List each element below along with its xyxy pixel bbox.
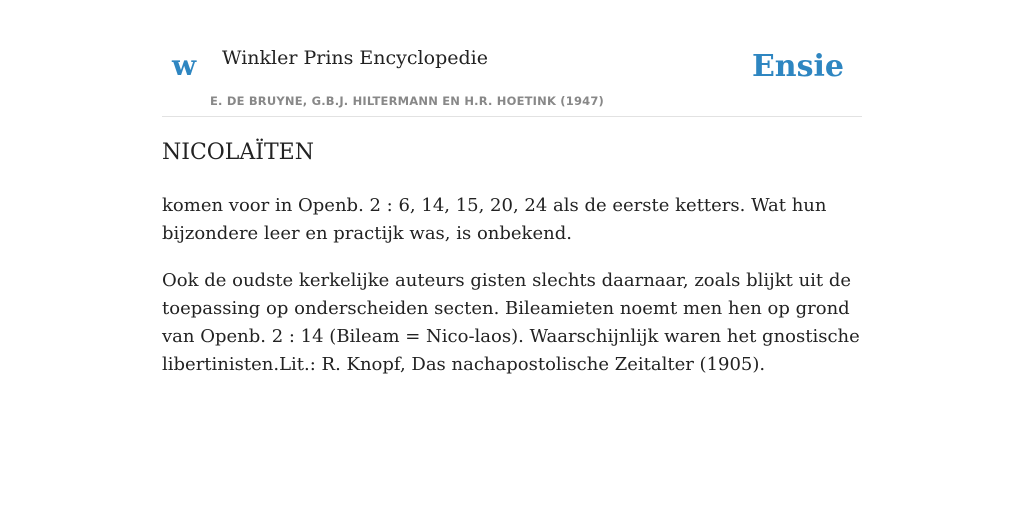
entry-title: NICOLAÏTEN <box>162 140 314 165</box>
encyclopedia-authors: E. DE BRUYNE, G.B.J. HILTERMANN EN H.R. HOETINK (1947) <box>210 94 605 108</box>
winkler-prins-logo-icon[interactable]: w <box>172 49 197 82</box>
entry-body <box>162 192 862 398</box>
entry-paragraph: Ook de oudste kerkelijke auteurs gisten slechts daarnaar, zoals blijkt uit de toepassing op onderscheiden secten. Bileamieten noemt men hen op grond van Openb. 2 : 14 (Bileam = Nico-laos). Waarschijnlijk waren het gnostische libertinisten.Lit.: R. Knopf, Das nachapostolische Zeitalter (1905). <box>162 270 860 375</box>
ensie-brand-link[interactable]: Ensie <box>751 49 844 84</box>
entry-paragraph: komen voor in Openb. 2 : 6, 14, 15, 20, 24 als de eerste ketters. Wat hun bijzondere leer en practijk was, is onbekend. <box>162 195 827 244</box>
encyclopedia-header <box>162 40 862 117</box>
encyclopedia-title[interactable]: Winkler Prins Encyclopedie <box>222 47 488 69</box>
